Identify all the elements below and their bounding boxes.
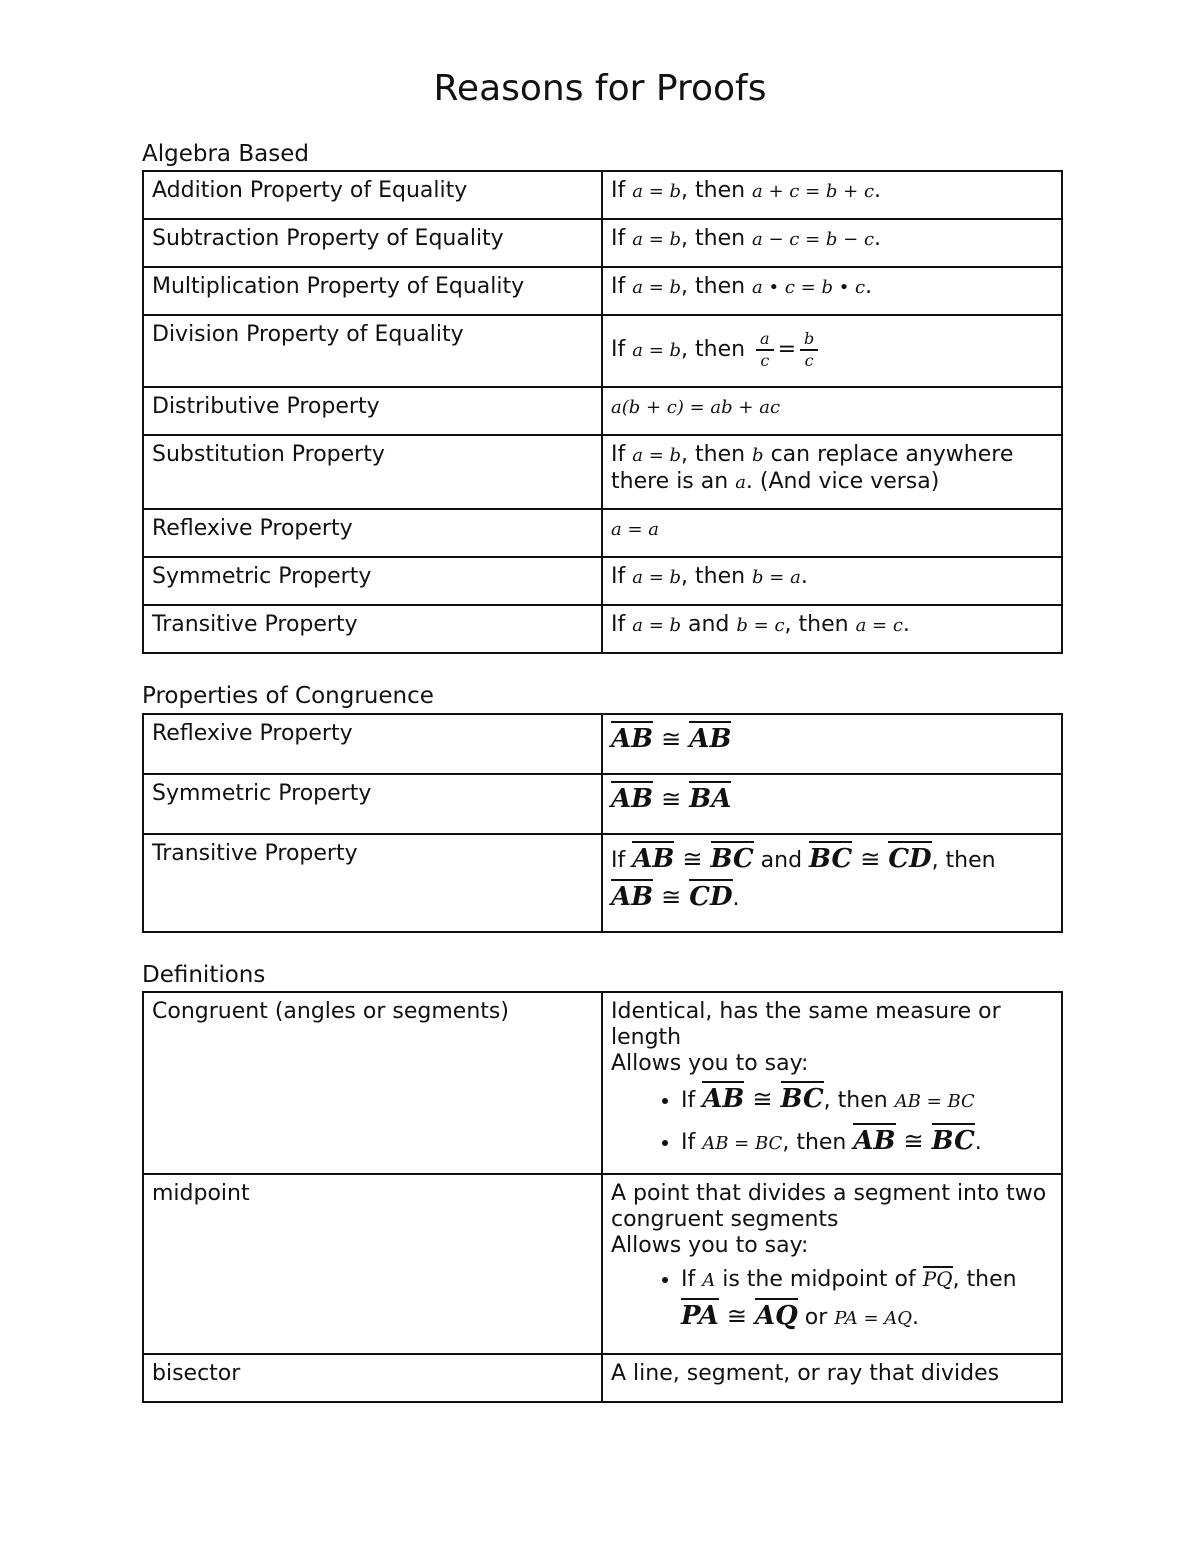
list-item: • If AB ≅ BC, then AB = BC [681,1081,1053,1119]
table-row [143,219,1062,267]
definition-text: A point that divides a segment into two congruent segments Allows you to say: • If A is the midpoint of PQ, then PA ≅ AQ or PA = AQ. [602,1174,1062,1354]
table-row [143,557,1062,605]
property-name: Symmetric Property [143,774,602,834]
table-row [143,1174,1062,1354]
table-row [143,387,1062,435]
allows-list [611,1081,1053,1161]
fraction: $\frac{b}{c}$ [800,329,818,371]
table-row [143,315,1062,387]
congruence-table [142,713,1063,933]
property-statement: If a = b, then $\frac{a}{c}$ = $\frac{b}{c}$ [602,315,1062,387]
property-statement: If a = b, then b = a. [602,557,1062,605]
definition-term: bisector [143,1354,602,1402]
definition-term: midpoint [143,1174,602,1354]
definitions-table [142,991,1063,1403]
table-row [143,605,1062,653]
property-name: Distributive Property [143,387,602,435]
section-heading-definitions: Definitions [142,962,266,988]
property-statement: a(b + c) = ab + ac [602,387,1062,435]
property-name: Reflexive Property [143,509,602,557]
property-statement: a = a [602,509,1062,557]
property-name: Subtraction Property of Equality [143,219,602,267]
property-statement: If a = b, then a − c = b − c. [602,219,1062,267]
table-row [143,267,1062,315]
list-item: • If AB = BC, then AB ≅ BC. [681,1123,1053,1161]
property-name: Reflexive Property [143,714,602,774]
algebra-table [142,170,1063,654]
table-row [143,714,1062,774]
page-title: Reasons for Proofs [433,68,767,109]
fraction: $\frac{a}{c}$ [756,329,774,371]
table-row [143,992,1062,1174]
property-statement: If AB ≅ BC and BC ≅ CD, then AB ≅ CD. [602,834,1062,932]
section-heading-algebra: Algebra Based [142,141,309,167]
section-heading-congruence: Properties of Congruence [142,683,434,709]
property-statement: AB ≅ BA [602,774,1062,834]
definition-text: A line, segment, or ray that divides [602,1354,1062,1402]
property-name: Transitive Property [143,605,602,653]
table-row [143,509,1062,557]
table-row [143,1354,1062,1402]
list-item: • If A is the midpoint of PQ, then PA ≅ AQ or PA = AQ. [681,1263,1053,1336]
table-row [143,435,1062,509]
property-name: Substitution Property [143,435,602,509]
property-statement: If a = b, then b can replace anywhere there is an a. (And vice versa) [602,435,1062,509]
table-row [143,171,1062,219]
property-statement: If a = b, then a • c = b • c. [602,267,1062,315]
table-row [143,834,1062,932]
property-statement: If a = b and b = c, then a = c. [602,605,1062,653]
property-name: Symmetric Property [143,557,602,605]
property-name: Addition Property of Equality [143,171,602,219]
table-row [143,774,1062,834]
property-statement: If a = b, then a + c = b + c. [602,171,1062,219]
definition-text: Identical, has the same measure or length Allows you to say: • If AB ≅ BC, then AB = BC • If AB = BC, then AB ≅ BC. [602,992,1062,1174]
allows-list [611,1263,1053,1336]
property-name: Transitive Property [143,834,602,932]
property-name: Division Property of Equality [143,315,602,387]
definition-term: Congruent (angles or segments) [143,992,602,1174]
property-name: Multiplication Property of Equality [143,267,602,315]
property-statement: AB ≅ AB [602,714,1062,774]
